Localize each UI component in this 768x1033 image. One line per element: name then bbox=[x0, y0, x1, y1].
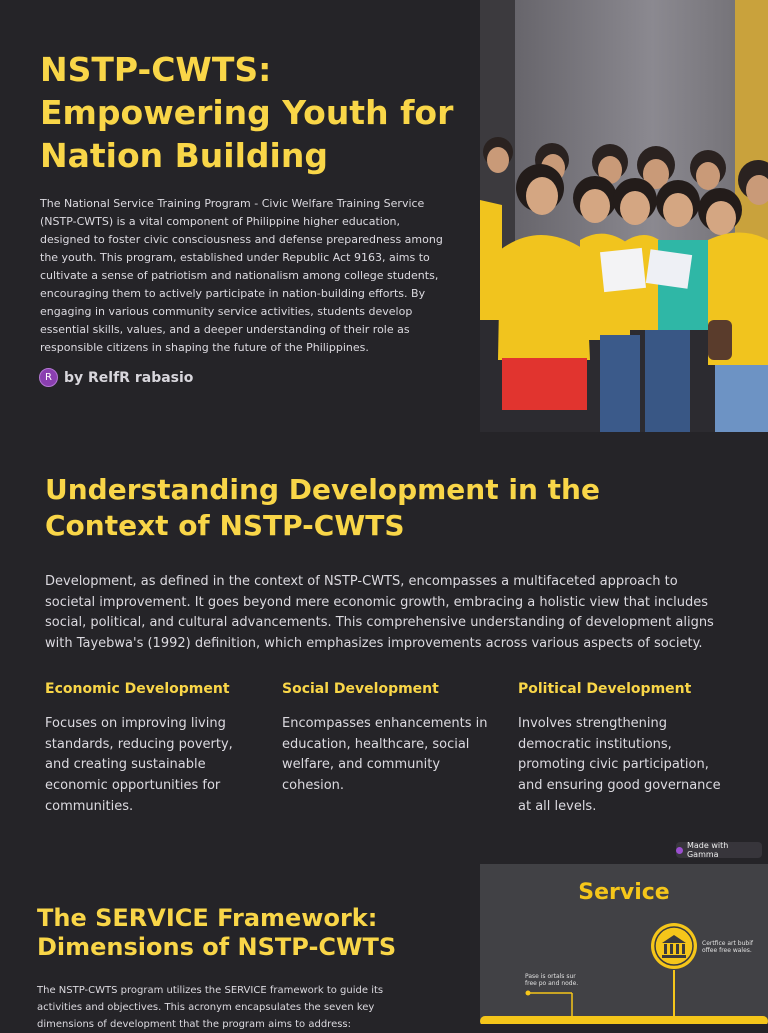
students-photo-icon bbox=[480, 0, 768, 432]
students-photo bbox=[480, 0, 768, 432]
slide-intro bbox=[0, 0, 768, 432]
avatar: R bbox=[39, 368, 58, 387]
slide-service-framework bbox=[0, 864, 768, 1030]
infographic-note: Pase is ortals sur free po and node. bbox=[525, 973, 579, 987]
column-heading: Social Development bbox=[282, 681, 439, 697]
service-infographic bbox=[480, 864, 768, 1024]
development-body: Development, as defined in the context of NSTP-CWTS, encompasses a multifaceted approach to societal improvement. It goes beyond mere economic growth, embracing a holistic view that includes social, political, and cultural advancements. This comprehensive understanding of development aligns with Tayebwa's (1992) definition, which emphasizes improvements across various aspects of society. bbox=[45, 574, 714, 652]
column-heading: Economic Development bbox=[45, 681, 230, 697]
column-economic bbox=[45, 680, 255, 818]
author-name: by RelfR rabasio bbox=[64, 369, 194, 386]
infographic-title: Service bbox=[578, 880, 670, 905]
column-social bbox=[282, 680, 492, 797]
intro-body: The National Service Training Program - Civic Welfare Training Service (NSTP-CWTS) is a vital component of Philippine higher education, designed to foster civic consciousness and defense preparedness among the youth. This program, established under Republic Act 9163, aims to cultivate a sense of patriotism and nationalism among college students, encouraging them to actively participate in nation-building efforts. By engaging in various community service activities, students develop essential skills, values, and a deeper understanding of their role as responsible citizens in shaping the future of the Philippines. bbox=[40, 197, 443, 354]
column-heading: Political Development bbox=[518, 681, 692, 697]
development-title: Understanding Development in the Context of NSTP-CWTS bbox=[45, 473, 600, 542]
framework-body: The NSTP-CWTS program utilizes the SERVICE framework to guide its activities and objectives. This acronym encapsulates the seven key dimensions of development that the program aims to address: bbox=[37, 985, 384, 1030]
badge-label: Made with Gamma bbox=[686, 841, 729, 859]
author-byline[interactable] bbox=[39, 368, 193, 387]
gamma-logo-icon bbox=[676, 847, 683, 854]
framework-title: The SERVICE Framework: Dimensions of NSTP-CWTS bbox=[37, 904, 397, 961]
made-with-gamma-badge[interactable] bbox=[676, 842, 762, 858]
intro-title: NSTP-CWTS: Empowering Youth for Nation Building bbox=[40, 50, 454, 175]
column-text: Encompasses enhancements in education, healthcare, social welfare, and community cohesion. bbox=[282, 716, 488, 794]
bank-icon bbox=[650, 922, 698, 970]
column-text: Focuses on improving living standards, reducing poverty, and creating sustainable economic opportunities for communities. bbox=[45, 716, 233, 814]
slide-development bbox=[0, 432, 768, 864]
infographic-note: Certfice art bubif offee free wales. bbox=[702, 940, 753, 954]
column-text: Involves strengthening democratic institutions, promoting civic participation, and ensuring good governance at all levels. bbox=[518, 716, 721, 814]
column-political bbox=[518, 680, 728, 818]
